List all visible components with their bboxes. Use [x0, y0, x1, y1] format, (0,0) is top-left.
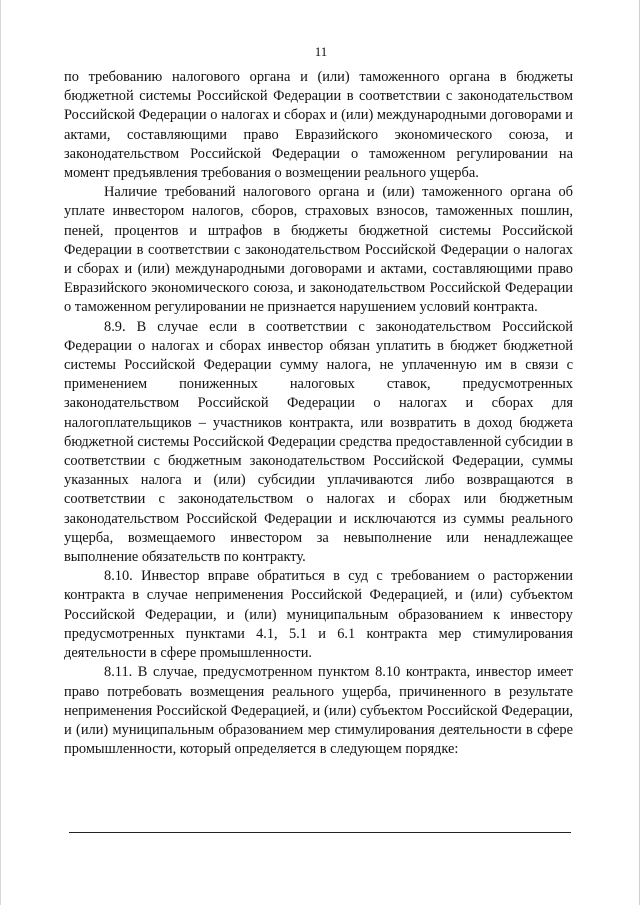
paragraph-continuation: по требованию налогового органа и (или) таможенного органа в бюджеты бюджетной системы Российской Федерации в соответствии с законодательством Российской Федерации о налогах и сборах и (или) международными договорами и актами, составляющими право Евразийского экономического союза, и законодательством Российской Федерации о таможенном регулировании на момент предъявления требования о возмещении реального ущерба.: [64, 69, 573, 182]
paragraph-8-10: 8.10. Инвестор вправе обратиться в суд с требованием о расторжении контракта в случае неприменения Российской Федерацией, и (или) субъектом Российской Федерации, и (или) муниципальным образованием к инвестору предусмотренных пунктами 4.1, 5.1 и 6.1 контракта мер стимулирования деятельности в сфере промышленности.: [64, 568, 573, 662]
page-number: 11: [314, 44, 328, 59]
document-body: [64, 68, 573, 759]
paragraph-8-9: 8.9. В случае если в соответствии с законодательством Российской Федерации о налогах и сборах инвестор обязан уплатить в бюджет бюджетной системы Российской Федерации сумму налога, не уплаченную им в связи с применением пониженных налоговых ставок, предусмотренных законодательством Российской Федерации о налогах и сборах для налогоплательщиков – участников контракта, или возвратить в доход бюджета бюджетной системы Российской Федерации средства предоставленной субсидии в соответствии с бюджетным законодательством Российской Федерации, суммы указанных налога и (или) субсидии уплачиваются либо возвращаются в соответствии с законодательством о налогах и сборах или бюджетным законодательством Российской Федерации и исключаются из суммы реального ущерба, возмещаемого инвестором за невыполнение или ненадлежащее выполнение обязательств по контракту.: [64, 318, 573, 566]
footer-divider: [69, 832, 571, 833]
paragraph-tax-requirements: Наличие требований налогового органа и (или) таможенного органа об уплате инвестором налогов, сборов, страховых взносов, таможенных пошлин, пеней, процентов и штрафов в бюджеты бюджетной системы Российской Федерации в соответствии с законодательством Российской Федерации о налогах и сборах и (или) международными договорами и актами, составляющими право Евразийского экономического союза, и законодательством Российской Федерации о таможенном регулировании не признается нарушением условий контракта.: [64, 184, 573, 316]
paragraph-8-11: 8.11. В случае, предусмотренном пунктом 8.10 контракта, инвестор имеет право потребовать возмещения реального ущерба, причиненного в результате неприменения Российской Федерацией, и (или) субъектом Российской Федерации, и (или) муниципальным образованием мер стимулирования деятельности в сфере промышленности, который определяется в следующем порядке:: [64, 664, 573, 758]
